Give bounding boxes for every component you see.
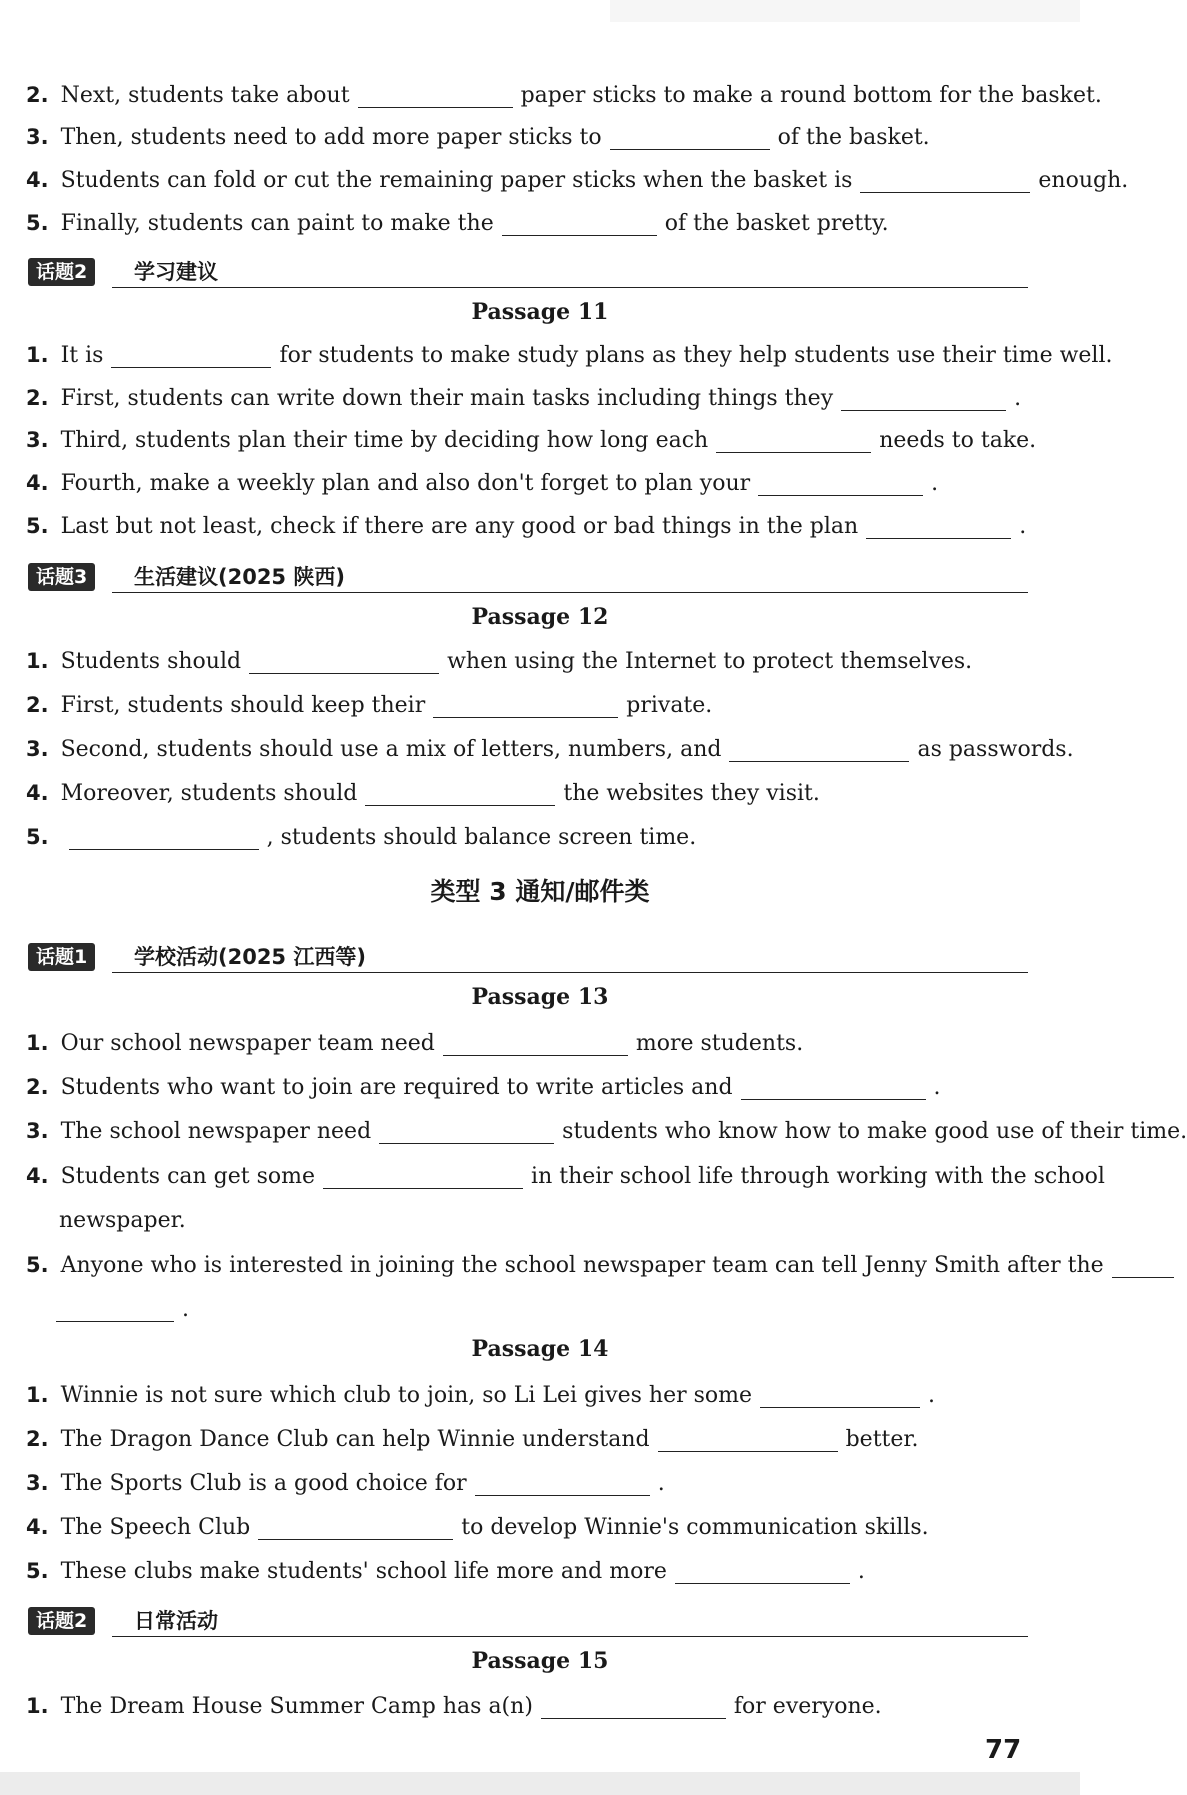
answer-blank[interactable] — [258, 1517, 453, 1540]
passage-title: Passage 11 — [471, 299, 609, 325]
answer-blank[interactable] — [741, 1077, 926, 1100]
question-line: 5. Anyone who is interested in joining the school newspaper team can tell Jenny Smith after the — [26, 1250, 1031, 1281]
answer-blank[interactable] — [502, 213, 657, 236]
question-continuation: newspaper. — [59, 1208, 186, 1233]
question-line: 1. Students should when using the Internet to protect themselves. — [26, 649, 973, 674]
page-number: 77 — [985, 1735, 1022, 1765]
question-line: 2. First, students should keep their private. — [26, 693, 713, 718]
answer-blank[interactable] — [860, 170, 1030, 193]
question-line: 2. The Dragon Dance Club can help Winnie understand better. — [26, 1427, 919, 1452]
topic-tag: 话题3 — [28, 563, 95, 591]
question-line: 4. The Speech Club to develop Winnie's communication skills. — [26, 1515, 929, 1540]
question-line: 3. Then, students need to add more paper sticks to of the basket. — [26, 125, 930, 150]
passage-title: Passage 12 — [471, 604, 609, 630]
question-line: 4. Students can get some in their school life through working with the school — [26, 1164, 1105, 1189]
passage-title: Passage 15 — [471, 1648, 609, 1674]
answer-blank[interactable] — [69, 827, 259, 850]
question-line: 5. These clubs make students' school life more and more . — [26, 1559, 865, 1584]
question-line: 2. First, students can write down their main tasks including things they . — [26, 386, 1022, 411]
topic-tag: 话题1 — [28, 943, 95, 971]
topic-tag: 话题2 — [28, 1607, 95, 1635]
answer-blank[interactable] — [675, 1561, 850, 1584]
topic-title: 生活建议(2025 陕西) — [134, 565, 345, 589]
answer-blank[interactable] — [443, 1033, 628, 1056]
topic-header-study — [28, 255, 1028, 291]
answer-blank[interactable] — [610, 127, 770, 150]
topic-title: 学校活动(2025 江西等) — [134, 945, 366, 969]
answer-blank[interactable] — [866, 516, 1011, 539]
question-line: 5. Last but not least, check if there are any good or bad things in the plan . — [26, 514, 1027, 539]
answer-blank[interactable] — [249, 651, 439, 674]
question-line: 5. Finally, students can paint to make the of the basket pretty. — [26, 211, 889, 236]
answer-blank[interactable] — [716, 430, 871, 453]
divider — [112, 972, 1028, 973]
answer-blank[interactable] — [541, 1696, 726, 1719]
answer-blank[interactable] — [475, 1473, 650, 1496]
topic-tag: 话题2 — [28, 258, 95, 286]
question-line: 4. Moreover, students should the websites they visit. — [26, 781, 820, 806]
answer-blank[interactable] — [760, 1385, 920, 1408]
question-line: 3. Second, students should use a mix of letters, numbers, and as passwords. — [26, 737, 1074, 762]
topic-header-daily — [28, 1604, 1028, 1640]
answer-blank[interactable] — [56, 1299, 174, 1322]
scan-shadow — [610, 0, 1080, 22]
answer-blank[interactable] — [729, 739, 909, 762]
divider — [112, 592, 1028, 593]
question-line: 1. Winnie is not sure which club to join, so Li Lei gives her some . — [26, 1383, 936, 1408]
topic-title: 日常活动 — [134, 1609, 218, 1633]
question-line: 2. Students who want to join are required to write articles and . — [26, 1075, 941, 1100]
topic-header-life — [28, 560, 1028, 596]
divider — [112, 1636, 1028, 1637]
answer-blank[interactable] — [365, 783, 555, 806]
answer-blank[interactable] — [379, 1121, 554, 1144]
question-continuation: . — [26, 1295, 1031, 1325]
question-line: 4. Fourth, make a weekly plan and also don't forget to plan your . — [26, 471, 939, 496]
question-line: 2. Next, students take about paper sticks to make a round bottom for the basket. — [26, 83, 1102, 108]
topic-header-school — [28, 940, 1028, 976]
scan-bottom-edge — [0, 1772, 1080, 1795]
question-line: 3. The Sports Club is a good choice for . — [26, 1471, 665, 1496]
topic-title: 学习建议 — [134, 260, 218, 284]
answer-blank[interactable] — [433, 695, 618, 718]
answer-blank[interactable] — [358, 85, 513, 108]
question-line: 1. Our school newspaper team need more students. — [26, 1031, 804, 1056]
answer-blank[interactable] — [758, 473, 923, 496]
answer-blank[interactable] — [111, 345, 271, 368]
question-line: 3. The school newspaper need students who know how to make good use of their time. — [26, 1119, 1187, 1144]
question-line: 4. Students can fold or cut the remaining paper sticks when the basket is enough. — [26, 168, 1129, 193]
answer-blank[interactable] — [658, 1429, 838, 1452]
answer-blank[interactable] — [1112, 1255, 1174, 1278]
passage-title: Passage 13 — [471, 984, 609, 1010]
question-line: 3. Third, students plan their time by deciding how long each needs to take. — [26, 428, 1037, 453]
divider — [112, 287, 1028, 288]
question-line: 1. It is for students to make study plans as they help students use their time well. — [26, 343, 1113, 368]
type-heading: 类型 3 通知/邮件类 — [430, 877, 650, 906]
answer-blank[interactable] — [323, 1166, 523, 1189]
passage-title: Passage 14 — [471, 1336, 609, 1362]
question-line: 1. The Dream House Summer Camp has a(n) for everyone. — [26, 1694, 882, 1719]
question-line: 5. , students should balance screen time. — [26, 825, 697, 850]
answer-blank[interactable] — [841, 388, 1006, 411]
